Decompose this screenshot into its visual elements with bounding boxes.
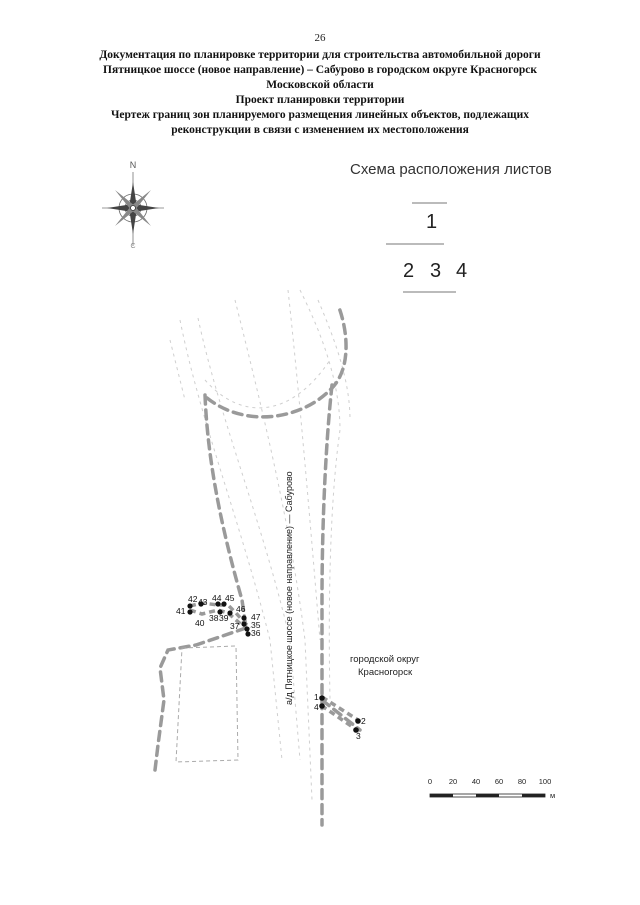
point-label-37: 37 — [230, 621, 240, 631]
road-label: а/д Пятницкое шоссе (новое направление) — Сабурово — [284, 471, 294, 705]
compass-north-label: N — [129, 160, 137, 170]
title-line-5: Чертеж границ зон планируемого размещения линейных объектов, подлежащих — [110, 109, 530, 121]
title-line-2: Пятницкое шоссе (новое направление) – Сабурово в городском округе Красногорск — [103, 64, 537, 76]
scale-tick-0: 0 — [427, 777, 433, 786]
district-label-line1: городской округ — [350, 654, 420, 665]
title-line-6: реконструкции в связи с изменением их местоположения — [171, 124, 469, 136]
scale-tick-40: 40 — [471, 777, 481, 786]
scale-bar — [428, 777, 555, 800]
title-line-4: Проект планировки территории — [235, 94, 405, 106]
zone-boundary — [155, 305, 360, 825]
point-label-44: 44 — [212, 593, 222, 603]
point-label-4: 4 — [314, 702, 319, 712]
point-labels — [176, 593, 366, 741]
inner-outline — [176, 646, 238, 762]
scale-tick-60: 60 — [494, 777, 504, 786]
point-label-43: 43 — [198, 597, 208, 607]
point-label-47: 47 — [251, 612, 261, 622]
point-label-46: 46 — [236, 604, 246, 614]
scale-unit: м — [550, 791, 556, 800]
point-label-36: 36 — [251, 628, 261, 638]
point-label-3: 3 — [356, 731, 361, 741]
point-label-41: 41 — [176, 606, 186, 616]
sheet-scheme-lines — [386, 203, 456, 292]
sheet-1: 1 — [426, 211, 438, 233]
point-label-2: 2 — [361, 716, 366, 726]
point-label-40: 40 — [195, 618, 205, 628]
sheet-3: 3 — [430, 260, 442, 282]
sheet-2: 2 — [403, 260, 415, 282]
point-label-35: 35 — [251, 620, 261, 630]
point-label-45: 45 — [225, 593, 235, 603]
svg-text:С: С — [130, 243, 136, 250]
point-label-39: 39 — [219, 613, 229, 623]
scale-tick-80: 80 — [517, 777, 527, 786]
sheet-scheme-title: Схема расположения листов — [350, 161, 552, 178]
point-label-1: 1 — [314, 692, 319, 702]
page-number: 26 — [314, 32, 326, 44]
scale-tick-100: 100 — [538, 777, 552, 786]
sheet-4: 4 — [456, 260, 468, 282]
scale-tick-20: 20 — [448, 777, 458, 786]
title-line-1: Документация по планировке территории для строительства автомобильной дороги — [99, 49, 541, 61]
point-label-38: 38 — [209, 613, 219, 623]
title-line-3: Московской области — [266, 79, 374, 91]
district-label-line2: Красногорск — [358, 667, 413, 678]
point-label-42: 42 — [188, 594, 198, 604]
